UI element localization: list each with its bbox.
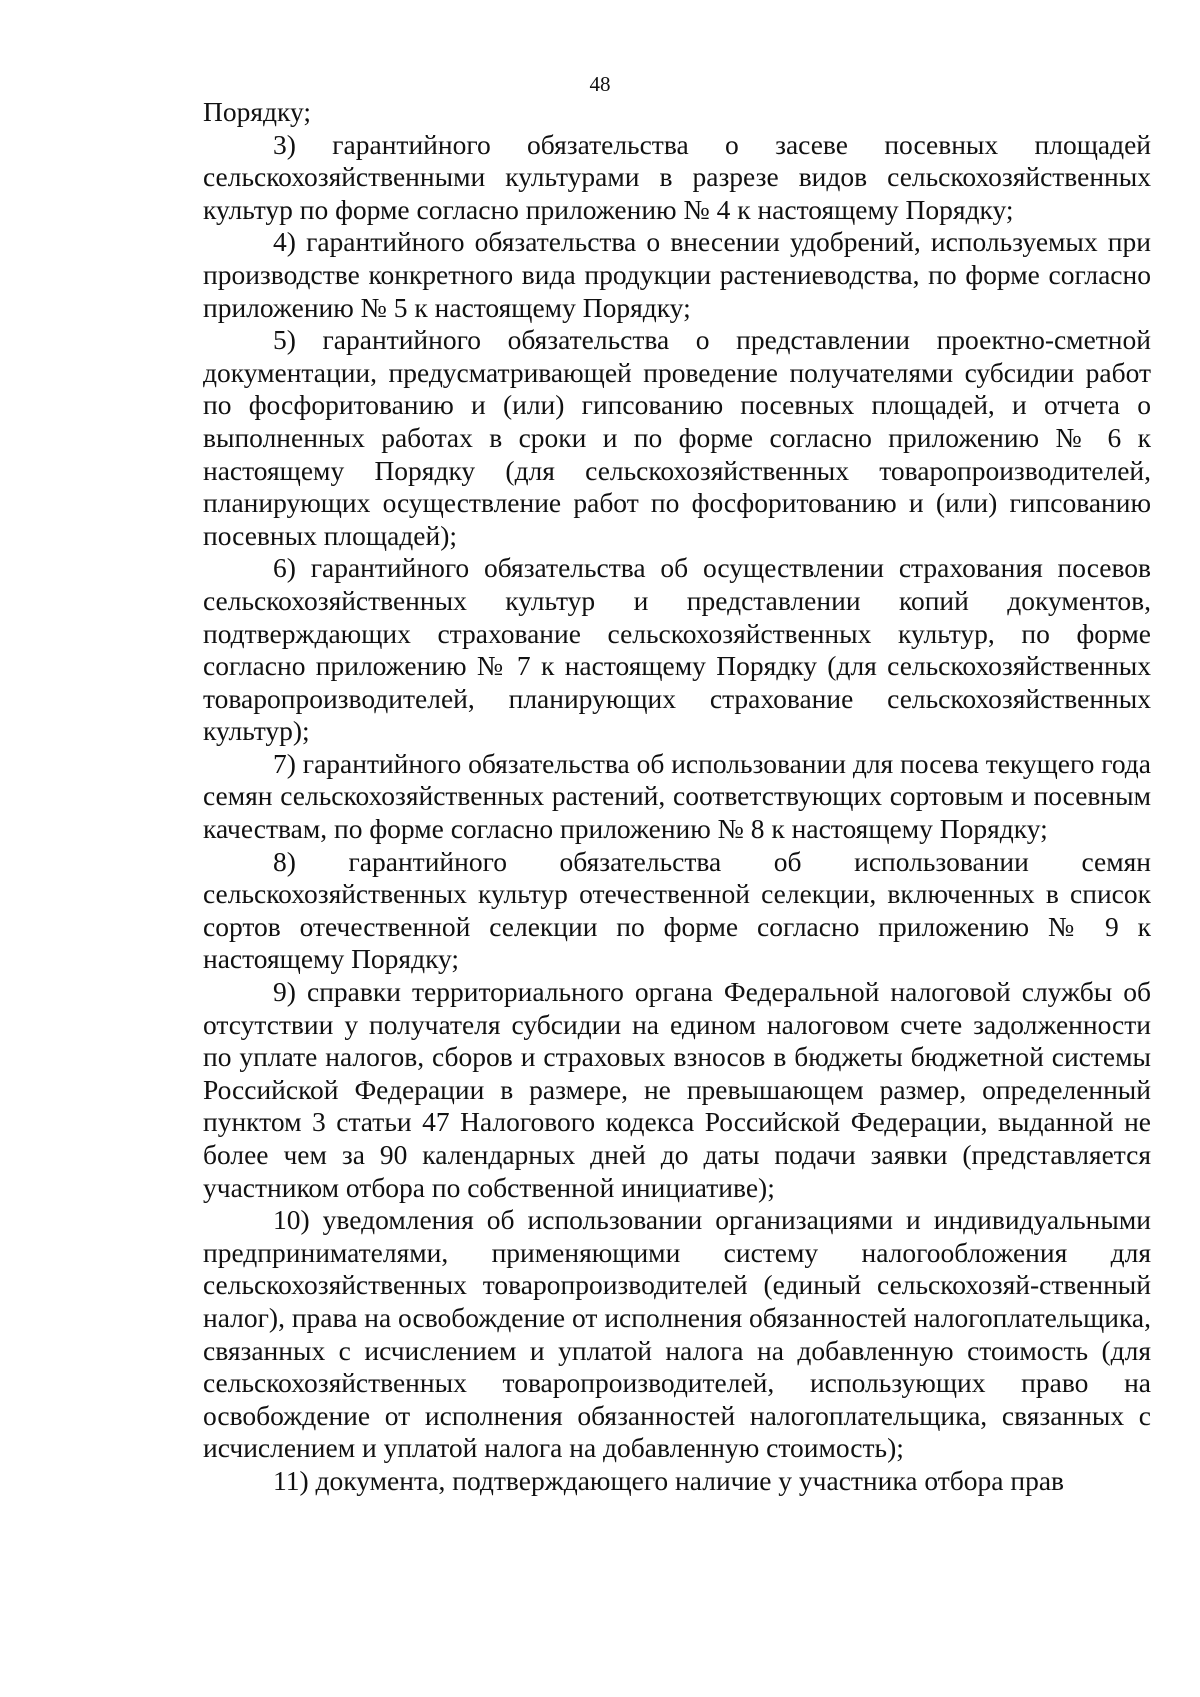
list-item-3: 3) гарантийного обязательства о засеве посевных площадей сельскохозяйственными культурами в разрезе видов сельскохозяйственных культур по форме согласно приложению № 4 к настоящему Порядку; xyxy=(203,128,1151,225)
paragraph-continuation: Порядку; xyxy=(203,96,311,127)
list-item-9: 9) справки территориального органа Федеральной налоговой службы об отсутствии у получателя субсидии на едином налоговом счете задолженности по уплате налогов, сборов и страховых взносов в бюджеты бюджетной системы Российской Федерации в размере, не превышающем размер, определенный пунктом 3 статьи 47 Налогового кодекса Российской Федерации, выданной не более чем за 90 календарных дней до даты подачи заявки (представляется участником отбора по собственной инициативе); xyxy=(203,976,1151,1203)
list-item-5: 5) гарантийного обязательства о представлении проектно-сметной документации, предусматривающей проведение получателями субсидии работ по фосфоритованию и (или) гипсованию посевных площадей, и отчета о выполненных работах в сроки и по форме согласно приложению № 6 к настоящему Порядку (для сельскохозяйственных товаропроизводителей, планирующих осуществление работ по фосфоритованию и (или) гипсованию посевных площадей); xyxy=(203,324,1151,551)
list-item-4: 4) гарантийного обязательства о внесении удобрений, используемых при производстве конкретного вида продукции растениеводства, по форме согласно приложению № 5 к настоящему Порядку; xyxy=(203,226,1151,323)
document-body xyxy=(203,96,1151,1498)
list-item-8: 8) гарантийного обязательства об использовании семян сельскохозяйственных культур отечественной селекции, включенных в список сортов отечественной селекции по форме согласно приложению № 9 к настоящему Порядку; xyxy=(203,845,1151,975)
list-item-7: 7) гарантийного обязательства об использовании для посева текущего года семян сельскохозяйственных растений, соответствующих сортовым и посевным качествам, по форме согласно приложению № 8 к настоящему Порядку; xyxy=(203,747,1151,845)
list-item-11: 11) документа, подтверждающего наличие у участника отбора прав xyxy=(273,1464,1065,1496)
page-number: 48 xyxy=(589,72,611,96)
list-item-10: 10) уведомления об использовании организациями и индивидуальными предпринимателями, применяющими систему налогообложения для сельскохозяйственных товаропроизводителей (единый сельскохозяй-ственный налог), права на освобождение от исполнения обязанностей налогоплательщика, связанных с исчислением и уплатой налога на добавленную стоимость (для сельскохозяйственных товаропроизводителей, использующих право на освобождение от исполнения обязанностей налогоплательщика, связанных с исчислением и уплатой налога на добавленную стоимость); xyxy=(203,1204,1151,1464)
list-item-6: 6) гарантийного обязательства об осуществлении страхования посевов сельскохозяйственных культур и представлении копий документов, подтверждающих страхование сельскохозяйственных культур, по форме согласно приложению № 7 к настоящему Порядку (для сельскохозяйственных товаропроизводителей, планирующих страхование сельскохозяйственных культур); xyxy=(203,552,1151,747)
